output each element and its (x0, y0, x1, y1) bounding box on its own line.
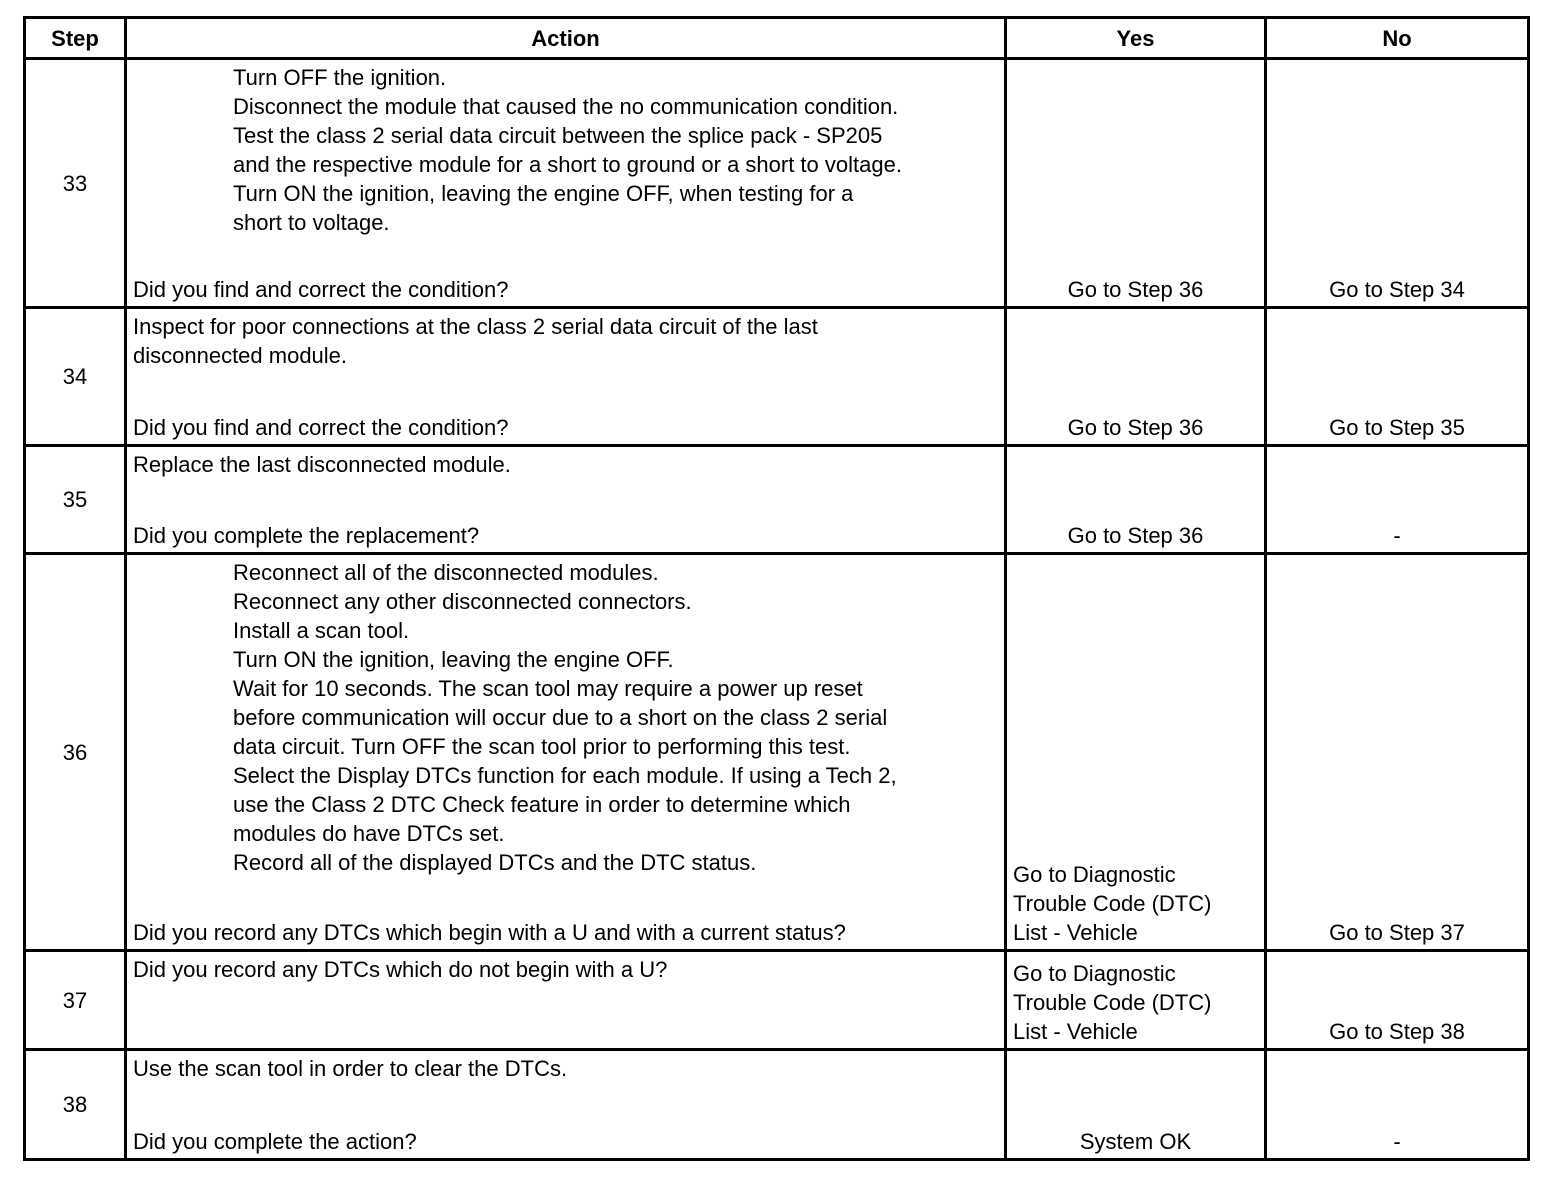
no-cell (1266, 554, 1529, 951)
header-yes: Yes (1006, 18, 1266, 59)
instruction-line: disconnected module. (133, 343, 348, 368)
table-row (25, 308, 1529, 446)
header-row (25, 18, 1529, 59)
header-action: Action (126, 18, 1006, 59)
yes-result: Trouble Code (DTC) (1013, 990, 1212, 1015)
yes-result: Go to Step 36 (1067, 277, 1204, 302)
instruction-line: Turn OFF the ignition. (233, 65, 447, 90)
instruction-line: Replace the last disconnected module. (133, 452, 511, 477)
instructions (133, 309, 998, 370)
diagnostic-table (23, 16, 1530, 1161)
yes-result: System OK (1079, 1129, 1192, 1154)
instruction-line: and the respective module for a short to ground or a short to voltage. (233, 152, 902, 177)
no-cell (1266, 59, 1529, 308)
action-cell (126, 308, 1006, 446)
step-number: 36 (25, 554, 126, 951)
instruction-line: Install a scan tool. (233, 618, 410, 643)
no-cell (1266, 446, 1529, 554)
yes-result: List - Vehicle (1013, 920, 1138, 945)
step-number: 37 (25, 951, 126, 1050)
instruction-line: Inspect for poor connections at the class 2 serial data circuit of the last (133, 314, 818, 339)
no-cell (1266, 308, 1529, 446)
instruction-line: Wait for 10 seconds. The scan tool may require a power up reset (233, 676, 863, 701)
instructions (133, 555, 998, 877)
action-cell (126, 446, 1006, 554)
yes-result: Go to Step 36 (1067, 415, 1204, 440)
instruction-line: Disconnect the module that caused the no communication condition. (233, 94, 899, 119)
yes-result: Go to Diagnostic (1013, 961, 1176, 986)
question: Did you find and correct the condition? (133, 415, 509, 440)
table-row (25, 1050, 1529, 1160)
action-cell (126, 59, 1006, 308)
instructions (133, 952, 998, 984)
yes-cell (1006, 554, 1266, 951)
no-result: Go to Step 38 (1329, 1019, 1465, 1044)
no-result: - (1393, 523, 1401, 548)
step-number: 33 (25, 59, 126, 308)
no-result: Go to Step 35 (1329, 415, 1465, 440)
question: Did you complete the action? (133, 1129, 417, 1154)
instruction-line: use the Class 2 DTC Check feature in order to determine which (233, 792, 851, 817)
action-cell (126, 1050, 1006, 1160)
instructions (133, 1051, 998, 1083)
action-cell (126, 554, 1006, 951)
no-result: Go to Step 34 (1329, 277, 1465, 302)
instruction-line: Select the Display DTCs function for each module. If using a Tech 2, (233, 763, 897, 788)
instruction-line: Reconnect any other disconnected connectors. (233, 589, 692, 614)
step-number: 35 (25, 446, 126, 554)
yes-cell (1006, 951, 1266, 1050)
instruction-line: Record all of the displayed DTCs and the DTC status. (233, 850, 757, 875)
step-number: 38 (25, 1050, 126, 1160)
instruction-line: before communication will occur due to a short on the class 2 serial (233, 705, 888, 730)
yes-cell (1006, 446, 1266, 554)
table-row (25, 59, 1529, 308)
no-result: - (1393, 1129, 1401, 1154)
instruction-line: Turn ON the ignition, leaving the engine OFF. (233, 647, 674, 672)
yes-cell (1006, 59, 1266, 308)
instruction-line: Did you record any DTCs which do not begin with a U? (133, 957, 668, 982)
instruction-line: Reconnect all of the disconnected modules. (233, 560, 659, 585)
action-cell (126, 951, 1006, 1050)
yes-result: Go to Diagnostic (1013, 862, 1176, 887)
yes-result: Trouble Code (DTC) (1013, 891, 1212, 916)
instruction-line: data circuit. Turn OFF the scan tool prior to performing this test. (233, 734, 851, 759)
no-cell (1266, 1050, 1529, 1160)
question: Did you record any DTCs which begin with a U and with a current status? (133, 920, 846, 945)
no-result: Go to Step 37 (1329, 920, 1465, 945)
instruction-line: Use the scan tool in order to clear the DTCs. (133, 1056, 568, 1081)
instruction-line: Turn ON the ignition, leaving the engine OFF, when testing for a (233, 181, 854, 206)
instruction-line: short to voltage. (233, 210, 390, 235)
header-step: Step (25, 18, 126, 59)
yes-result: Go to Step 36 (1067, 523, 1204, 548)
instructions (133, 447, 998, 479)
instruction-line: modules do have DTCs set. (233, 821, 505, 846)
question: Did you find and correct the condition? (133, 277, 509, 302)
yes-cell (1006, 1050, 1266, 1160)
table-row (25, 446, 1529, 554)
table-row (25, 951, 1529, 1050)
yes-result: List - Vehicle (1013, 1019, 1138, 1044)
yes-cell (1006, 308, 1266, 446)
instructions (133, 60, 998, 237)
no-cell (1266, 951, 1529, 1050)
instruction-line: Test the class 2 serial data circuit between the splice pack - SP205 (233, 123, 883, 148)
question: Did you complete the replacement? (133, 523, 480, 548)
step-number: 34 (25, 308, 126, 446)
header-no: No (1266, 18, 1529, 59)
table-row (25, 554, 1529, 951)
